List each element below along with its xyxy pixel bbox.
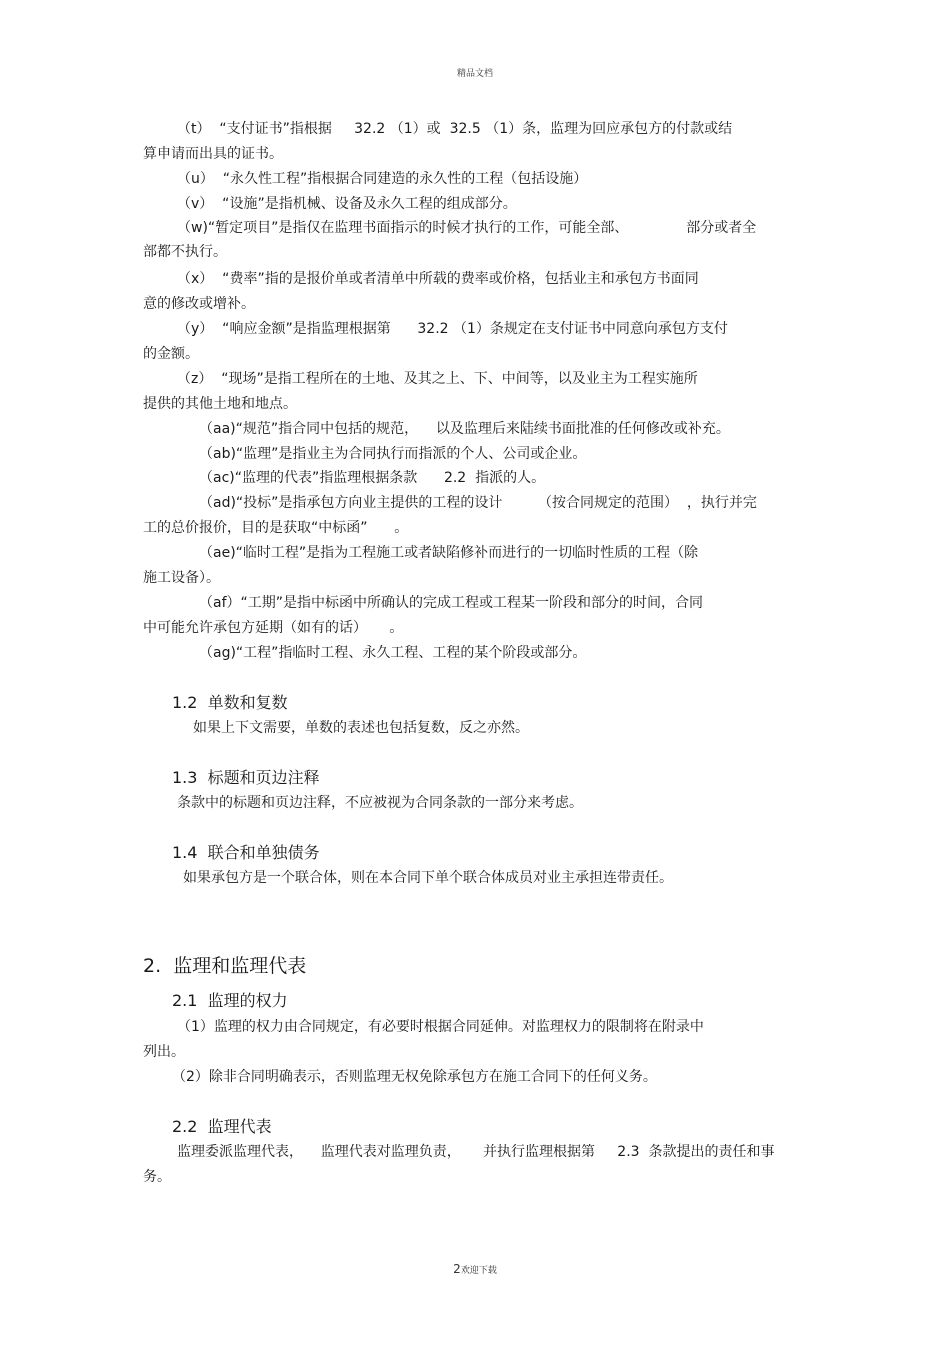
clause-af-line-1: （af）“工期”是指中标函中所确认的完成工程或工程某一阶段和部分的时间，合同 (199, 595, 704, 611)
clause-w-line-2: 部都不执行。 (143, 244, 227, 260)
page-footer (0, 1262, 950, 1276)
clause-ae-line-1: （ae)“临时工程”是指为工程施工或者缺陷修补而进行的一切临时性质的工程（除 (199, 545, 699, 561)
section-1-2-body: 如果上下文需要，单数的表述也包括复数，反之亦然。 (193, 720, 529, 736)
clause-y-line-1: （y） “响应金额”是指监理根据第 32.2 （1）条规定在支付证书中同意向承包方支付 (177, 321, 728, 337)
clause-t-line-1: （t） “支付证书”指根据 32.2 （1）或 32.5 （1）条，监理为回应承包方的付款或结 (177, 121, 733, 137)
footer-text: 欢迎下载 (460, 1266, 497, 1276)
section-2-2-body-line-1: 监理委派监理代表， 监理代表对监理负责， 并执行监理根据第 2.3 条款提出的责任和事 (177, 1144, 775, 1160)
clause-ab: （ab)“监理”是指业主为合同执行而指派的个人、公司或企业。 (199, 446, 587, 462)
clause-x-line-2: 意的修改或增补。 (143, 296, 255, 312)
clause-aa: （aa)“规范”指合同中包括的规范， 以及监理后来陆续书面批准的任何修改或补充。 (199, 421, 730, 437)
page-number: 2 (453, 1262, 461, 1276)
section-1-4-heading: 1.4 联合和单独债务 (172, 843, 320, 862)
clause-ae-line-2: 施工设备）。 (143, 570, 220, 586)
clause-u: （u） “永久性工程”指根据合同建造的永久性的工程（包括设施） (177, 171, 588, 187)
clause-ad-line-2: 工的总价报价，目的是获取“中标函” 。 (143, 520, 409, 536)
section-1-3-body: 条款中的标题和页边注释，不应被视为合同条款的一部分来考虑。 (177, 795, 583, 811)
section-2-1-para-2: （2）除非合同明确表示，否则监理无权免除承包方在施工合同下的任何义务。 (172, 1069, 657, 1085)
clause-y-line-2: 的金额。 (143, 346, 199, 362)
clause-w-line-1: （w)“暂定项目”是指仅在监理书面指示的时候才执行的工作，可能全部、 部分或者全 (177, 220, 757, 236)
clause-t-line-2: 算申请而出具的证书。 (143, 146, 283, 162)
clause-x-line-1: （x） “费率”指的是报价单或者清单中所载的费率或价格，包括业主和承包方书面同 (177, 271, 699, 287)
section-2-2-heading: 2.2 监理代表 (172, 1117, 272, 1136)
clause-ag: （ag)“工程”指临时工程、永久工程、工程的某个阶段或部分。 (199, 645, 587, 661)
page-header: 精品文档 (456, 69, 493, 79)
clause-ad-line-1: （ad)“投标”是指承包方向业主提供的工程的设计 （按合同规定的范围） ，执行并完 (199, 495, 757, 511)
clause-af-line-2: 中可能允许承包方延期（如有的话） 。 (143, 620, 404, 636)
section-2-2-body-line-2: 务。 (143, 1169, 171, 1185)
section-2-1-para-1-line-1: （1）监理的权力由合同规定，有必要时根据合同延伸。对监理权力的限制将在附录中 (177, 1019, 704, 1035)
section-2-1-heading: 2.1 监理的权力 (172, 991, 288, 1010)
clause-v: （v） “设施”是指机械、设备及永久工程的组成部分。 (177, 196, 517, 212)
clause-z-line-2: 提供的其他土地和地点。 (143, 396, 297, 412)
clause-z-line-1: （z） “现场”是指工程所在的土地、及其之上、下、中间等，以及业主为工程实施所 (177, 371, 698, 387)
section-2-1-para-1-line-2: 列出。 (143, 1044, 185, 1060)
section-1-2-heading: 1.2 单数和复数 (172, 693, 288, 712)
section-1-4-body: 如果承包方是一个联合体，则在本合同下单个联合体成员对业主承担连带责任。 (183, 870, 673, 886)
section-1-3-heading: 1.3 标题和页边注释 (172, 768, 320, 787)
section-2-heading: 2. 监理和监理代表 (143, 955, 307, 977)
clause-ac: （ac)“监理的代表”指监理根据条款 2.2 指派的人。 (199, 470, 546, 486)
